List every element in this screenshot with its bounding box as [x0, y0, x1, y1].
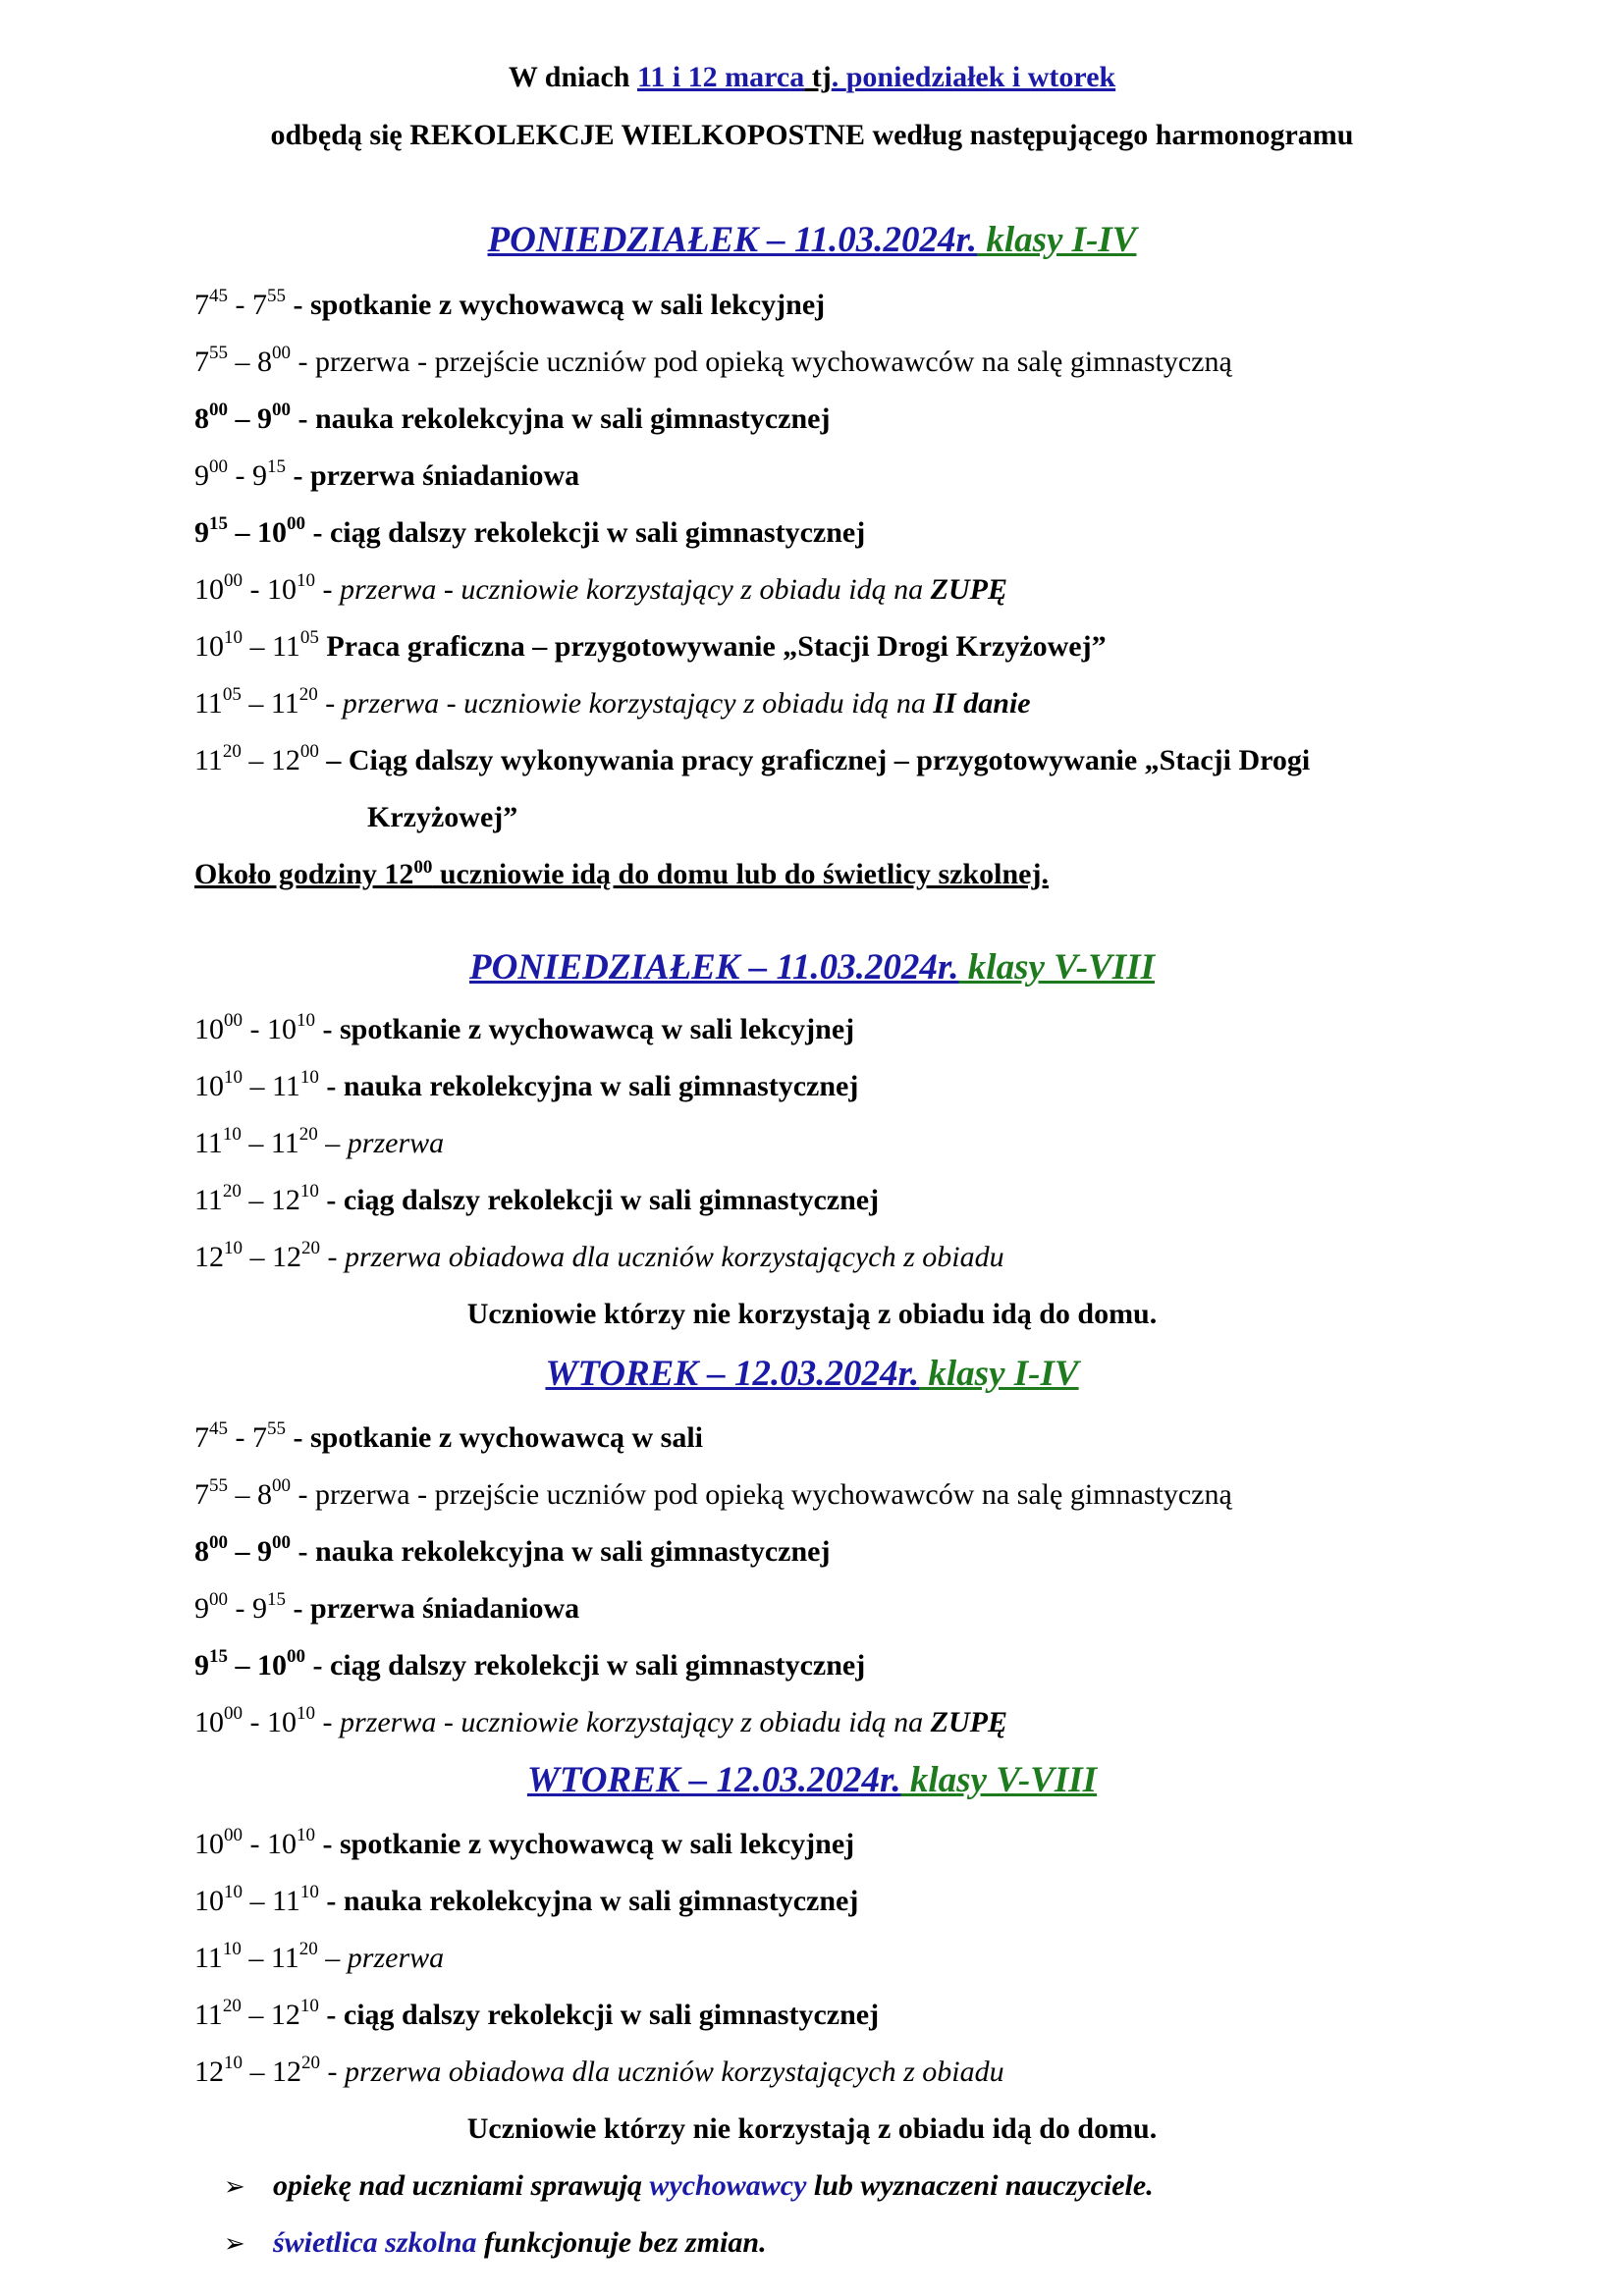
schedule-row: $10^{10} - 11^{05}$ Praca graficzna – przygotowywanie „Stacji Drogi Krzyżowej”: [194, 627, 1107, 663]
intro-dot: .: [831, 61, 846, 93]
schedule-row: $12^{10} - 12^{20}$ - przerwa obiadowa dla uczniów korzystających z obiadu: [194, 1238, 1004, 1273]
intro-dates: 11 i 12 marca: [636, 61, 805, 93]
section-heading: [0, 219, 1624, 261]
schedule-row: $9^{00} - 9^{15}$ - przerwa śniadaniowa: [194, 1589, 580, 1625]
intro-line-2: odbędą się REKOLEKCJE WIELKOPOSTNE według następującego harmonogramu: [270, 119, 1354, 151]
schedule-row: $9^{00} - 9^{15}$ - przerwa śniadaniowa: [194, 456, 580, 492]
section-closing: Uczniowie którzy nie korzystają z obiadu idą do domu.: [466, 2112, 1158, 2145]
schedule-row: $8^{00} - 9^{00}$ - nauka rekolekcyjna w sali gimnastycznej: [194, 400, 831, 435]
schedule-row: $10^{00} - 10^{10}$ - przerwa - uczniowie korzystający z obiadu idą na ZUPĘ: [194, 1703, 1007, 1738]
intro-pre: W dniach: [508, 61, 637, 93]
schedule-row: $10^{10} - 11^{10}$ - nauka rekolekcyjna w sali gimnastycznej: [194, 1882, 859, 1917]
intro-tj: tj: [804, 61, 832, 93]
section-heading: [0, 1759, 1624, 1801]
section-class: klasy I-IV: [919, 1354, 1079, 1394]
section-note: Około godziny $12^{00}$ uczniowie idą do domu lub do świetlicy szkolnej.: [194, 857, 1049, 890]
schedule-row: $7^{45} - 7^{55}$ - spotkanie z wychowawcą w sali lekcyjnej: [194, 286, 826, 321]
section-day: WTOREK – 12.03.2024r.: [526, 1760, 901, 1800]
schedule-row: $11^{20} - 12^{00}$ – Ciąg dalszy wykonywania pracy graficznej – przygotowywanie „Stacji Drogi: [194, 741, 1311, 776]
section-day: PONIEDZIAŁEK – 11.03.2024r.: [487, 220, 978, 260]
schedule-row: $11^{10} - 11^{20}$ – przerwa: [194, 1939, 445, 1974]
schedule-row: $11^{10} - 11^{20}$ – przerwa: [194, 1124, 445, 1159]
section-heading: [0, 946, 1624, 988]
arrow-bullet-icon: ➢: [224, 2172, 245, 2202]
schedule-row: $7^{45} - 7^{55}$ - spotkanie z wychowawcą w sali: [194, 1418, 703, 1454]
schedule-row-continuation: Krzyżowej”: [367, 801, 518, 833]
schedule-row: $10^{10} - 11^{10}$ - nauka rekolekcyjna w sali gimnastycznej: [194, 1067, 859, 1102]
arrow-bullet-icon: ➢: [224, 2229, 245, 2259]
schedule-row: $8^{00} - 9^{00}$ - nauka rekolekcyjna w sali gimnastycznej: [194, 1532, 831, 1568]
schedule-row: $10^{00} - 10^{10}$ - spotkanie z wychowawcą w sali lekcyjnej: [194, 1010, 855, 1045]
intro-days: poniedziałek i wtorek: [845, 61, 1116, 93]
bullet-item: ➢ opiekę nad uczniami sprawują wychowawcy lub wyznaczeni nauczyciele.: [224, 2169, 1154, 2202]
section-closing: Uczniowie którzy nie korzystają z obiadu idą do domu.: [466, 1298, 1158, 1330]
schedule-row: $10^{00} - 10^{10}$ - przerwa - uczniowie korzystający z obiadu idą na ZUPĘ: [194, 570, 1007, 606]
section-class: klasy I-IV: [977, 220, 1137, 260]
section-class: klasy V-VIII: [900, 1760, 1098, 1800]
section-day: PONIEDZIAŁEK – 11.03.2024r.: [469, 947, 959, 988]
section-class: klasy V-VIII: [958, 947, 1155, 988]
schedule-row: $7^{55} - 8^{00}$ - przerwa - przejście uczniów pod opieką wychowawców na salę gimnastyczną: [194, 343, 1232, 378]
intro-line-1: [0, 61, 1624, 94]
section-day: WTOREK – 12.03.2024r.: [545, 1354, 920, 1394]
schedule-row: $10^{00} - 10^{10}$ - spotkanie z wychowawcą w sali lekcyjnej: [194, 1825, 855, 1860]
schedule-row: $11^{20} - 12^{10}$ - ciąg dalszy rekolekcji w sali gimnastycznej: [194, 1996, 880, 2031]
schedule-row: $9^{15} - 10^{00}$ - ciąg dalszy rekolekcji w sali gimnastycznej: [194, 513, 866, 549]
schedule-row: $9^{15} - 10^{00}$ - ciąg dalszy rekolekcji w sali gimnastycznej: [194, 1646, 866, 1682]
section-heading: [0, 1353, 1624, 1395]
schedule-row: $11^{05} - 11^{20}$ - przerwa - uczniowie korzystający z obiadu idą na II danie: [194, 684, 1031, 720]
schedule-row: $7^{55} - 8^{00}$ - przerwa - przejście uczniów pod opieką wychowawców na salę gimnastyczną: [194, 1475, 1232, 1511]
schedule-row: $11^{20} - 12^{10}$ - ciąg dalszy rekolekcji w sali gimnastycznej: [194, 1181, 880, 1216]
schedule-row: $12^{10} - 12^{20}$ - przerwa obiadowa dla uczniów korzystających z obiadu: [194, 2053, 1004, 2088]
bullet-item: ➢ świetlica szkolna funkcjonuje bez zmian.: [224, 2226, 767, 2259]
